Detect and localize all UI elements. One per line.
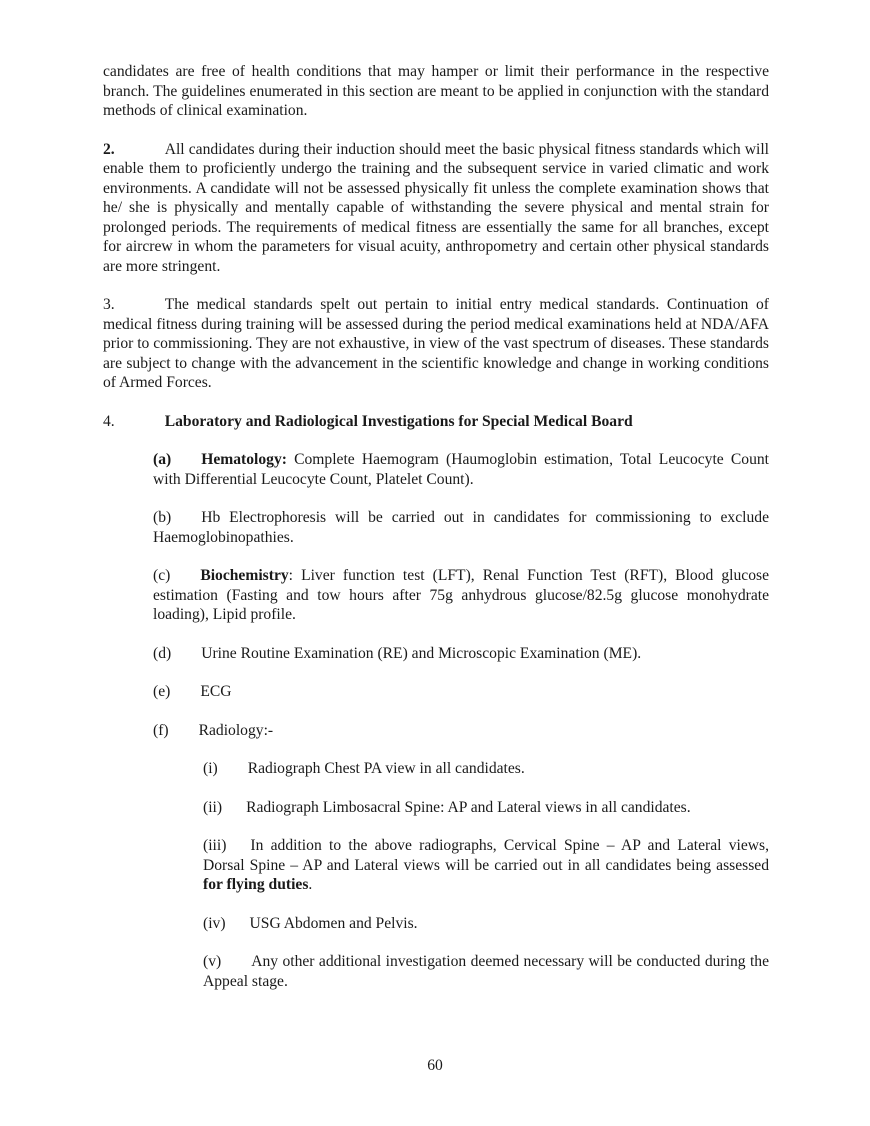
radiology-item-v-text: Any other additional investigation deemed necessary will be conducted during the Appeal stage. (203, 953, 769, 990)
item-a-bold: Hematology: (201, 451, 287, 468)
paragraph-4-heading (103, 412, 769, 432)
paragraph-2-text: All candidates during their induction should meet the basic physical fitness standards which will enable them to proficiently undergo the training and the subsequent service in varied climatic and work environments. A candidate will not be assessed physically fit unless the complete examination shows that he/ she is physically and mentally capable of withstanding the severe physical and mental strain for prolonged periods. The requirements of medical fitness are essentially the same for all branches, except for aircrew in whom the parameters for visual acuity, anthropometry and certain other physical standards are more stringent. (103, 140, 769, 275)
radiology-item-iv (203, 914, 769, 934)
radiology-item-i-label: (i) (203, 760, 218, 777)
item-c (153, 566, 769, 625)
item-b-text: Hb Electrophoresis will be carried out in candidates for commissioning to exclude Haemoglobinopathies. (153, 509, 769, 546)
page-number: 60 (427, 1057, 443, 1074)
radiology-item-ii-text: Radiograph Limbosacral Spine: AP and Lateral views in all candidates. (246, 798, 691, 816)
radiology-item-iii-bold: for flying duties (203, 876, 309, 893)
document-page (103, 62, 769, 991)
radiology-item-iii-text: In addition to the above radiographs, Cervical Spine – AP and Lateral views, Dorsal Spine – AP and Lateral views will be carried out in all candidates being assessed (203, 837, 769, 874)
radiology-item-i-text: Radiograph Chest PA view in all candidates. (247, 760, 525, 777)
item-f (153, 721, 769, 741)
item-b-label: (b) (153, 509, 172, 526)
radiology-item-iii-label: (iii) (203, 837, 227, 854)
radiology-item-iii (203, 836, 769, 895)
paragraph-4-number: 4. (103, 412, 115, 430)
intro-paragraph: candidates are free of health conditions that may hamper or limit their performance in the respective branch. The guidelines enumerated in this section are meant to be applied in conjunction with the standard methods of clinical examination. (103, 63, 769, 119)
item-e-text: ECG (200, 683, 232, 700)
item-f-text: Radiology:- (198, 721, 274, 739)
radiology-item-ii (203, 798, 769, 818)
radiology-item-v-label: (v) (203, 953, 222, 970)
item-c-label: (c) (153, 567, 171, 584)
item-c-bold: Biochemistry (200, 567, 289, 584)
item-e-label: (e) (153, 683, 171, 700)
item-d (153, 644, 769, 664)
paragraph-2-number: 2. (103, 140, 115, 158)
item-b (153, 508, 769, 547)
paragraph-3-text: The medical standards spelt out pertain to initial entry medical standards. Continuation of medical fitness during training will be assessed during the period medical examinations held at NDA/AFA prior to commissioning. They are not exhaustive, in view of the vast spectrum of diseases. These standards are subject to change with the advancement in the scientific knowledge and change in working conditions of Armed Forces. (103, 296, 769, 391)
item-a-label: (a) (153, 451, 172, 468)
radiology-item-v (203, 952, 769, 991)
paragraph-2 (103, 140, 769, 277)
item-d-label: (d) (153, 644, 172, 662)
paragraph-3 (103, 295, 769, 393)
radiology-item-iv-label: (iv) (203, 914, 226, 932)
radiology-item-iv-text: USG Abdomen and Pelvis. (249, 914, 418, 932)
item-d-text: Urine Routine Examination (RE) and Microscopic Examination (ME). (201, 644, 642, 662)
section-heading: Laboratory and Radiological Investigations for Special Medical Board (164, 412, 633, 430)
radiology-item-ii-label: (ii) (203, 798, 223, 816)
paragraph-3-number: 3. (103, 296, 115, 313)
item-a (153, 450, 769, 489)
item-c-text: : Liver function test (LFT), Renal Function Test (RFT), Blood glucose estimation (Fasting and tow hours after 75g anhydrous glucose/82.5g glucose monohydrate loading), Lipid profile. (153, 567, 769, 623)
radiology-item-iii-end: . (308, 876, 313, 893)
radiology-item-i (203, 759, 769, 779)
item-a-text: Complete Haemogram (Haumoglobin estimation, Total Leucocyte Count with Differential Leucocyte Count, Platelet Count). (153, 451, 769, 488)
item-e (153, 682, 769, 702)
item-f-label: (f) (153, 721, 169, 739)
